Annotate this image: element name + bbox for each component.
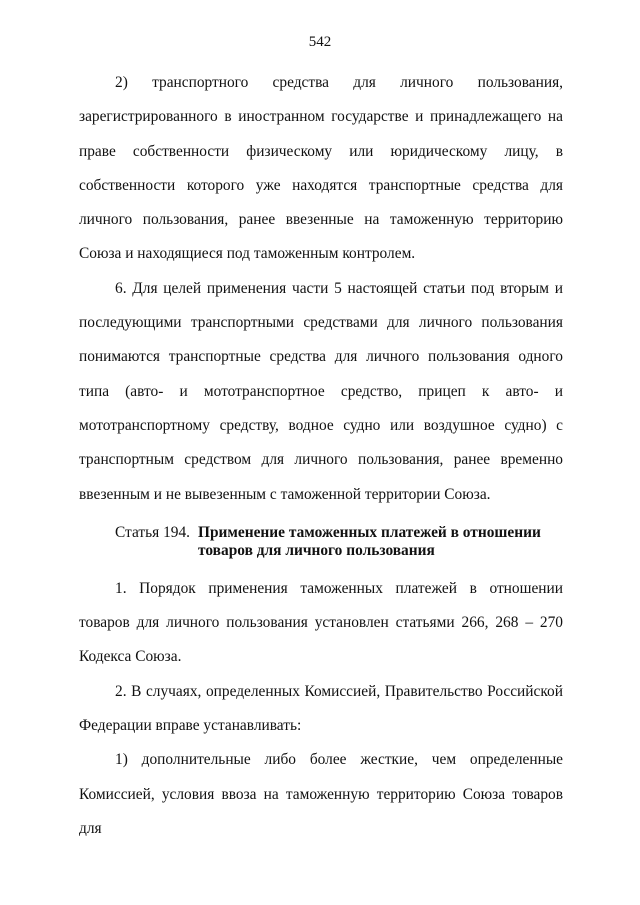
page-number: 542 [308, 34, 332, 50]
article-title: Применение таможенных платежей в отношении товаров для личного пользования [198, 523, 541, 559]
paragraph-part-1: 1. Порядок применения таможенных платежей в отношении товаров для личного пользования установлен статьями 266, 268 – 270 Кодекса Союза. [79, 579, 563, 666]
paragraph-part-6: 6. Для целей применения части 5 настоящей статьи под вторым и последующими транспортными средствами для личного пользования понимаются транспортные средства для личного пользования одного типа (авто- и мототранспортное средство, прицеп к авто- и мототранспортному средству, водное судно или воздушное судно) с транспортным средством для личного пользования, ранее временно ввезенным и не вывезенным с таможенной территории Союза. [79, 279, 563, 503]
article-194-heading [79, 524, 563, 560]
paragraph-item-1: 1) дополнительные либо более жесткие, чем определенные Комиссией, условия ввоза на таможенную территорию Союза товаров для [79, 751, 563, 837]
document-body [79, 66, 563, 846]
paragraph-vehicle-item-2: 2) транспортного средства для личного пользования, зарегистрированного в иностранном государстве и принадлежащего на праве собственности физическому или юридическому лицу, в собственности которого уже находятся транспортные средства для личного пользования, ранее ввезенные на таможенную территорию Союза и находящиеся под таможенным контролем. [79, 74, 563, 263]
paragraph-part-2: 2. В случаях, определенных Комиссией, Правительство Российской Федерации вправе устанавливать: [79, 682, 563, 735]
article-number: Статья 194. [115, 523, 191, 541]
